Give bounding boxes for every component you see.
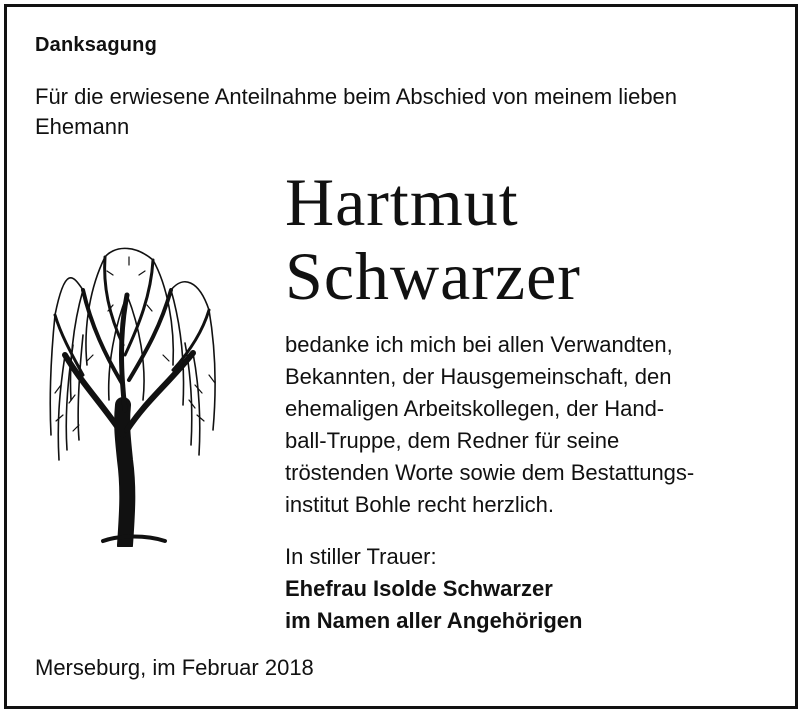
body-line: institut Bohle recht herzlich.	[285, 492, 555, 517]
signatory: Ehefrau Isolde Schwarzer	[285, 576, 553, 601]
intro-text: Für die erwiesene Anteilnahme beim Abschied von meinem lieben Ehemann	[35, 84, 678, 139]
body-line: bedanke ich mich bei allen Verwandten,	[285, 332, 673, 357]
signatory-note: im Namen aller Angehörigen	[285, 608, 583, 633]
place-date: Merseburg, im Februar 2018	[35, 655, 314, 680]
obituary-notice	[4, 4, 798, 709]
body-line: Bekannten, der Hausgemeinschaft, den	[285, 364, 672, 389]
body-line: ball-Truppe, dem Redner für seine	[285, 428, 620, 453]
body-line: tröstenden Worte sowie dem Bestattungs-	[285, 460, 695, 485]
thanks-body	[285, 329, 785, 521]
willow-tree-icon	[43, 235, 221, 547]
body-line: ehemaligen Arbeitskollegen, der Hand-	[285, 396, 665, 421]
deceased-name	[285, 165, 581, 313]
mourning-block	[285, 541, 785, 637]
last-name: Schwarzer	[285, 238, 581, 314]
notice-heading: Danksagung	[35, 34, 158, 56]
mourning-intro: In stiller Trauer:	[285, 544, 437, 569]
first-name: Hartmut	[285, 164, 519, 240]
